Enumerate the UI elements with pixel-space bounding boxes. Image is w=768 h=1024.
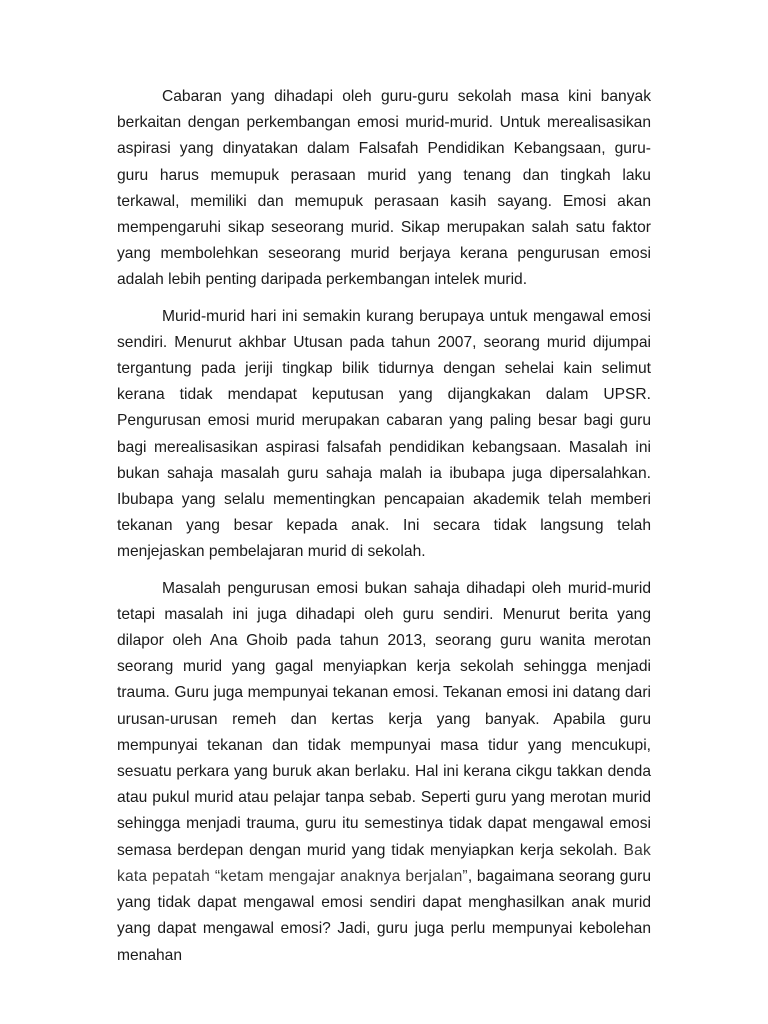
paragraph-2-text: Murid-murid hari ini semakin kurang berupaya untuk mengawal emosi sendiri. Menurut akhbar Utusan pada tahun 2007, seorang murid dijumpai tergantung pada jeriji tingkap bilik tidurnya dengan sehelai kain selimut kerana tidak mendapat keputusan yang dijangkakan dalam UPSR. Pengurusan emosi murid merupakan cabaran yang paling besar bagi guru bagi merealisasikan aspirasi falsafah pendidikan kebangsaan. Masalah ini bukan sahaja masalah guru sahaja malah ia ibubapa juga dipersalahkan. Ibubapa yang selalu mementingkan pencapaian akademik telah memberi tekanan yang besar kepada anak. Ini secara tidak langsung telah menjejaskan pembelajaran murid di sekolah.	[117, 307, 651, 561]
paragraph-1	[117, 84, 651, 294]
paragraph-3	[117, 576, 651, 969]
proverb-quote: Bak kata pepatah “ketam mengajar anaknya berjalan”	[117, 841, 651, 885]
paragraph-2	[117, 304, 651, 566]
document-body	[117, 84, 651, 979]
paragraph-3-text: Masalah pengurusan emosi bukan sahaja dihadapi oleh murid-murid tetapi masalah ini juga dihadapi oleh guru sendiri. Menurut berita yang dilapor oleh Ana Ghoib pada tahun 2013, seorang guru wanita merotan seorang murid yang gagal menyiapkan kerja sekolah sehingga menjadi trauma. Guru juga mempunyai tekanan emosi. Tekanan emosi ini datang dari urusan-urusan remeh dan kertas kerja yang banyak. Apabila guru mempunyai tekanan dan tidak mempunyai masa tidur yang mencukupi, sesuatu perkara yang buruk akan berlaku. Hal ini kerana cikgu takkan denda atau pukul murid atau pelajar tanpa sebab. Seperti guru yang merotan murid sehingga menjadi trauma, guru itu semestinya tidak dapat mengawal emosi semasa berdepan dengan murid yang tidak menyiapkan kerja sekolah.	[117, 579, 651, 859]
paragraph-3-continuation: , bagaimana seorang guru yang tidak dapat mengawal emosi sendiri dapat menghasilkan anak murid yang dapat mengawal emosi? Jadi, guru juga perlu mempunyai kebolehan menahan	[117, 867, 651, 964]
paragraph-1-text: Cabaran yang dihadapi oleh guru-guru sekolah masa kini banyak berkaitan dengan perkembangan emosi murid-murid. Untuk merealisasikan aspirasi yang dinyatakan dalam Falsafah Pendidikan Kebangsaan, guru- guru harus memupuk perasaan murid yang tenang dan tingkah laku terkawal, memiliki dan memupuk perasaan kasih sayang. Emosi akan mempengaruhi sikap seseorang murid. Sikap merupakan salah satu faktor yang membolehkan seseorang murid berjaya kerana pengurusan emosi adalah lebih penting daripada perkembangan intelek murid.	[117, 88, 651, 289]
